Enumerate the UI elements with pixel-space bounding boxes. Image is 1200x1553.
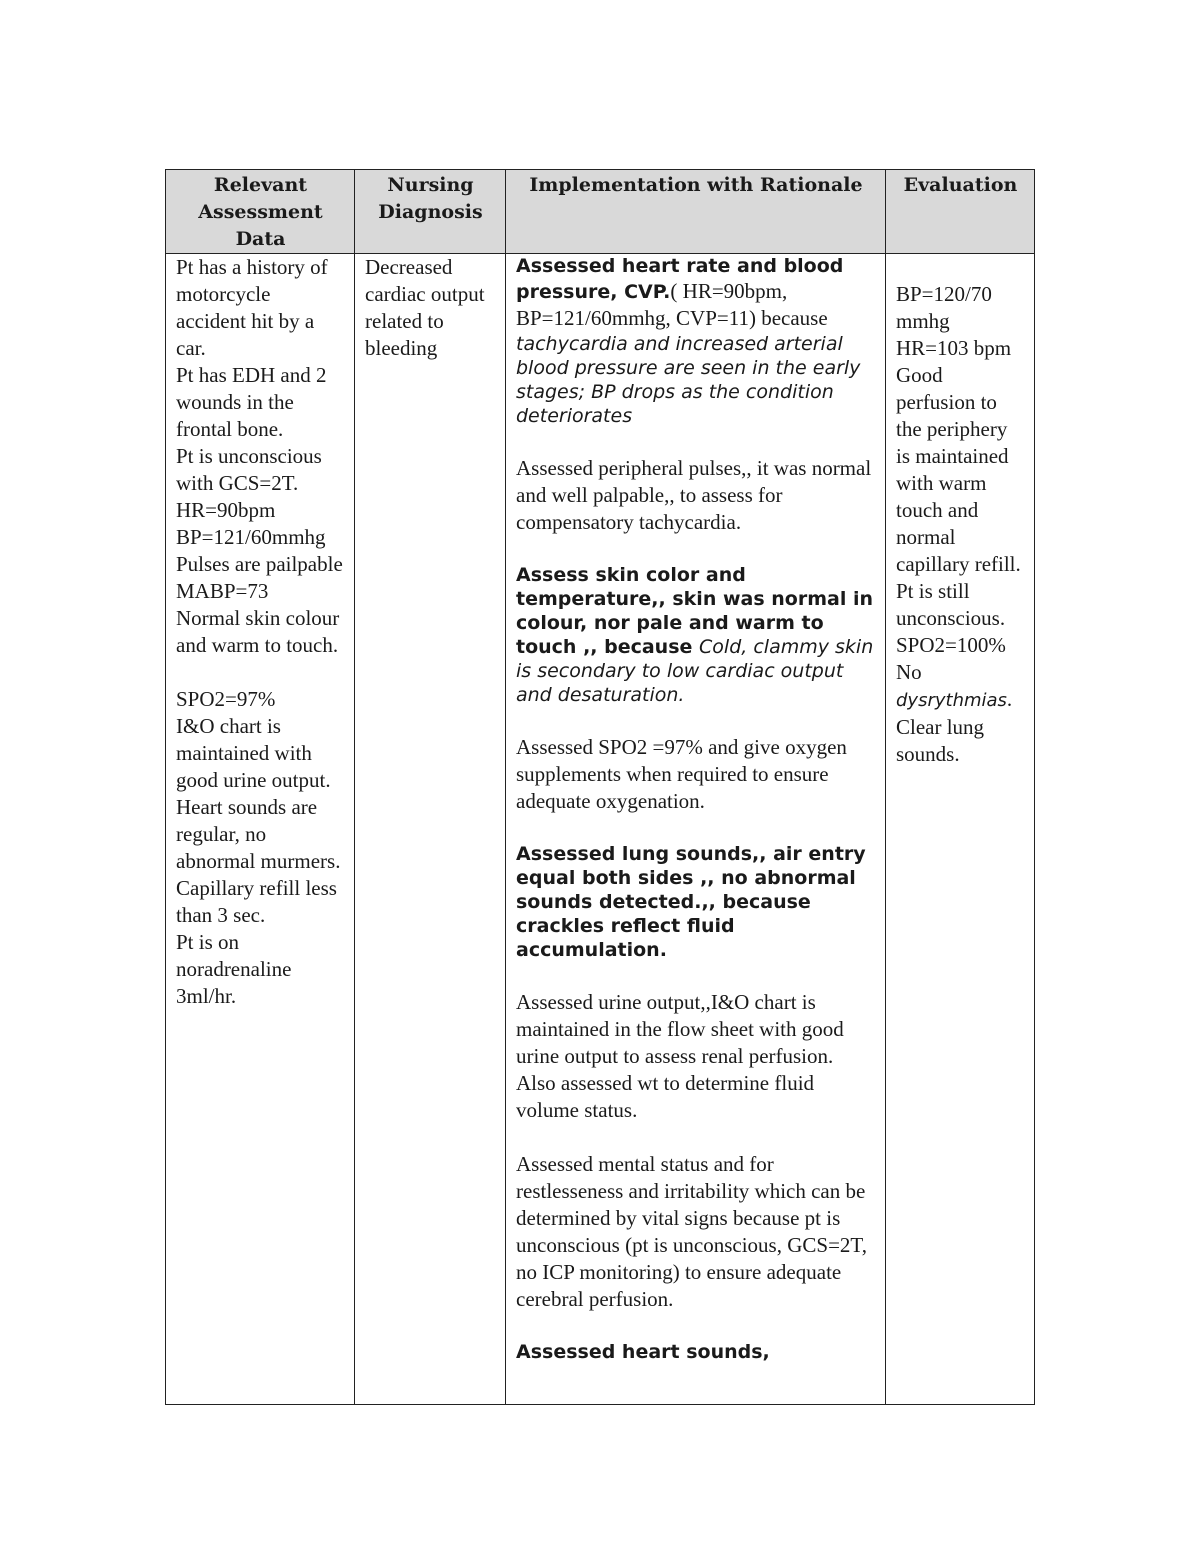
assessment-line: Heart sounds are regular, no abnormal murmers. [176,795,341,873]
impl-paragraph-vitals [516,254,876,428]
impl-vitals-bold: Assessed heart rate and blood pressure, CVP. [516,255,844,303]
assessment-line: Pt is unconscious with GCS=2T. [176,444,322,495]
impl-vitals-rationale: tachycardia and increased arterial blood pressure are seen in the early stages; BP drops as the condition deteriorates [516,333,861,427]
evaluation-cell [886,254,1035,1405]
eval-no: No [896,660,922,684]
impl-paragraph-pulses: Assessed peripheral pulses,, it was normal and well palpable,, to assess for compensatory tachycardia. [516,456,872,534]
table-row [166,254,1035,1405]
assessment-line: Capillary refill less than 3 sec. [176,876,337,927]
diagnosis-cell [355,254,506,1405]
assessment-line: Pt is on noradrenaline 3ml/hr. [176,930,292,1008]
nursing-care-plan-table [165,169,1035,1405]
evaluation-spacer [896,254,1025,281]
impl-paragraph-urine: Assessed urine output,,I&O chart is maintained in the flow sheet with good urine output to assess renal perfusion. Also assessed wt to determine fluid volume status. [516,990,844,1122]
assessment-line: Normal skin colour and warm to touch. [176,606,340,657]
assessment-line: Pulses are pailpable [176,552,343,576]
assessment-cell [166,254,355,1405]
impl-skin-rationale: Cold, clammy skin is secondary to low cardiac output and desaturation. [516,636,874,706]
eval-period: . [1006,687,1013,711]
assessment-line: Pt has EDH and 2 wounds in the frontal bone. [176,363,327,441]
header-assessment: Relevant Assessment Data [166,170,355,254]
assessment-line: HR=90bpm [176,498,276,522]
eval-dysrhythmias [896,659,1025,714]
impl-paragraph-lung: Assessed lung sounds,, air entry equal both sides ,, no abnormal sounds detected.,, because crackles reflect fluid accumulation. [516,843,866,961]
eval-lung: Clear lung sounds. [896,715,985,766]
eval-bp: BP=120/70 mmhg [896,282,992,333]
impl-vitals-values: ( HR=90bpm, BP=121/60mmhg, CVP=11) because [516,279,828,330]
impl-paragraph-mental: Assessed mental status and for restlesseness and irritability which can be determined by vital signs because pt is unconscious (pt is unconscious, GCS=2T, no ICP monitoring) to ensure adequate cerebral perfusion. [516,1152,867,1311]
eval-perfusion: Good perfusion to the periphery is maintained with warm touch and normal capillary refill. [896,363,1021,576]
eval-hr: HR=103 bpm [896,336,1012,360]
eval-consciousness: Pt is still unconscious. [896,579,1006,630]
assessment-line: MABP=73 [176,579,269,603]
impl-paragraph-spo2: Assessed SPO2 =97% and give oxygen supplements when required to ensure adequate oxygenation. [516,735,847,813]
header-evaluation: Evaluation [886,170,1035,254]
assessment-line: BP=121/60mmhg [176,525,326,549]
assessment-line: I&O chart is maintained with good urine output. [176,714,331,792]
eval-spo2: SPO2=100% [896,633,1006,657]
header-diagnosis: Nursing Diagnosis [355,170,506,254]
impl-paragraph-heart-sounds: Assessed heart sounds, [516,1341,770,1363]
assessment-spacer [176,659,345,686]
implementation-cell [506,254,886,1405]
impl-paragraph-skin [516,563,876,707]
assessment-line: SPO2=97% [176,687,276,711]
assessment-line: Pt has a history of motorcycle accident hit by a car. [176,255,328,360]
header-implementation: Implementation with Rationale [506,170,886,254]
nursing-diagnosis-text: Decreased cardiac output related to bleeding [365,255,485,360]
eval-dysrhythmias-word: dysrythmias [896,690,1007,711]
table-header-row [166,170,1035,254]
impl-skin-bold: Assess skin color and temperature,, skin was normal in colour, nor pale and warm to touch ,, because [516,564,873,658]
